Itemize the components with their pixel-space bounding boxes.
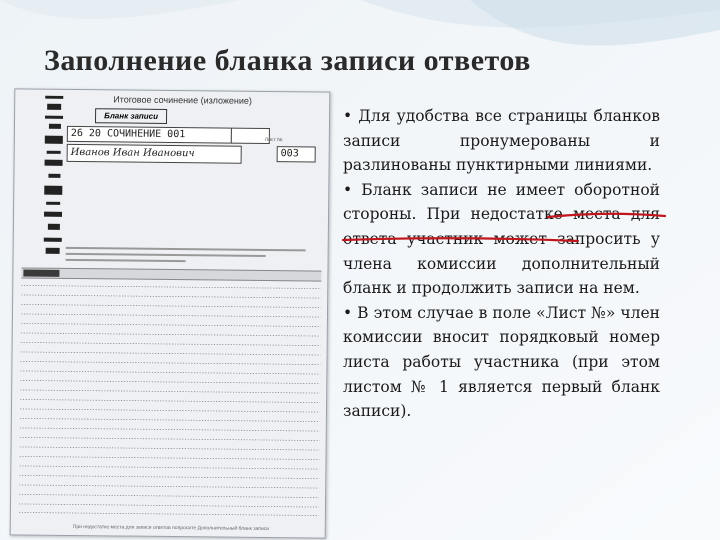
- form-name: Бланк записи: [95, 108, 167, 124]
- paragraph-numbering: • Для удобства все страницы бланков записи пронумерованы и разлинованы пунктирными линиями.: [343, 107, 660, 175]
- underline-no-back: [548, 214, 665, 217]
- form-name-field: Иванов Иван Иванович: [67, 144, 242, 164]
- form-footer: При недостатке места для записи ответов попросите Дополнительный бланк записи: [72, 523, 270, 533]
- form-header-title: Итоговое сочинение (изложение): [113, 94, 253, 106]
- para2-prefix: • Бланк записи: [343, 180, 488, 199]
- para2-suffix: . При недостатке места для ответа участник может запросить у члена комиссии дополнительный бланк и продолжить записи на нем.: [343, 205, 660, 298]
- paragraph-page-field: • В этом случае в поле «Лист №» член комиссии вносит порядковый номер листа работы участника (при этом листом № 1 является первый бланк записи).: [343, 303, 660, 421]
- page-number-label: Лист №: [264, 136, 283, 144]
- highlight-no-back: не имеет: [487, 180, 566, 199]
- page-number-field: 003: [277, 146, 316, 162]
- form-code-field: 26 20 СОЧИНЕНИЕ 001: [67, 126, 232, 144]
- slide-title: Заполнение бланка записи ответов: [44, 44, 531, 77]
- highlight-back-side: оборотной стороны: [343, 180, 660, 224]
- underline-back-side: [343, 238, 578, 241]
